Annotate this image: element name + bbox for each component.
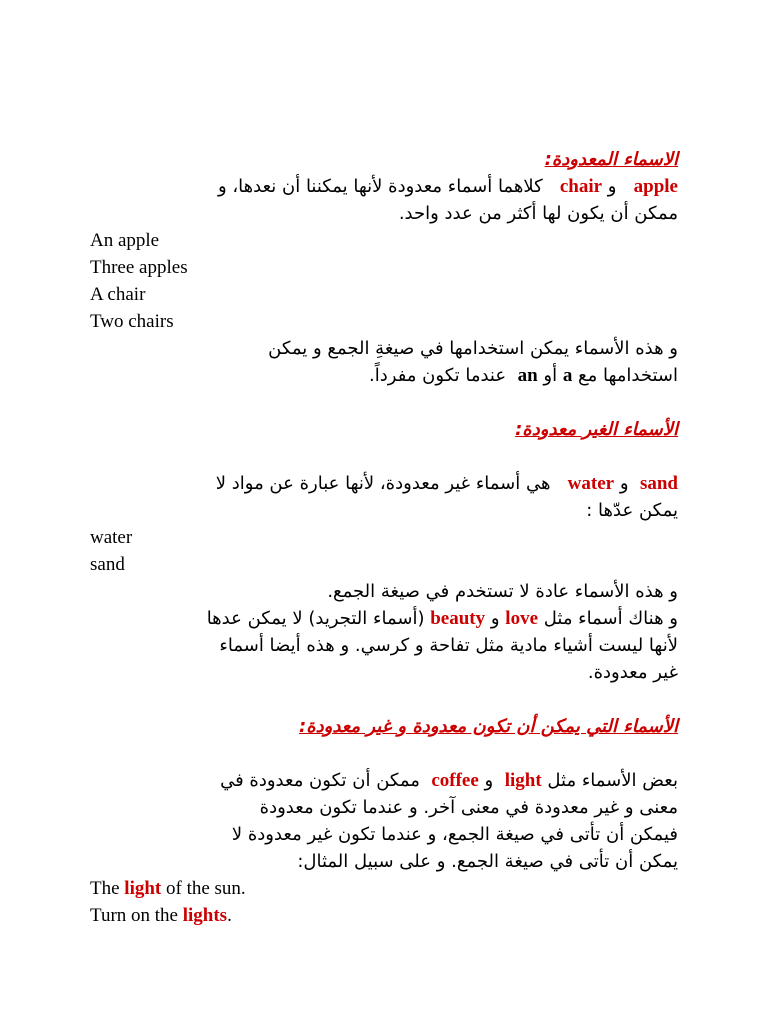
both-paragraph-1-line-4: يمكن أن تأتى في صيغة الجمع. و على سبيل المثال: xyxy=(297,851,678,872)
word-coffee: coffee xyxy=(431,770,479,791)
example-2-word: lights xyxy=(182,905,228,926)
both-text-1b: ممكن أن تكون معدودة في xyxy=(220,770,420,791)
countable-paragraph-1 xyxy=(90,173,678,200)
both-heading: الأسماء التي يمكن أن تكون معدودة و غير معدودة: xyxy=(299,716,678,737)
example-1-post: of the sun. xyxy=(166,878,246,899)
uncountable-text-3a: و هناك أسماء مثل xyxy=(543,608,678,629)
countable-text-2b: عندما تكون مفرداً. xyxy=(369,365,507,386)
countable-paragraph-1-line-2: ممكن أن يكون لها أكثر من عدد واحد. xyxy=(398,203,678,224)
example-turn-on-lights xyxy=(90,902,678,929)
uncountable-heading: الأسماء الغير معدودة: xyxy=(515,419,678,440)
example-water: water xyxy=(90,527,133,548)
example-2-pre: Turn on the xyxy=(90,905,178,926)
uncountable-heading-line xyxy=(90,416,678,443)
example-sand: sand xyxy=(90,554,125,575)
uncountable-paragraph-2: و هذه الأسماء عادة لا تستخدم في صيغة الجمع. xyxy=(327,581,678,602)
both-paragraph-1-line-2: معنى و غير معدودة في معنى آخر. و عندما تكون معدودة xyxy=(259,797,678,818)
conjunction-and: و xyxy=(490,608,500,629)
example-light-of-sun xyxy=(90,875,678,902)
word-an: an xyxy=(517,365,538,386)
countable-text-1: كلاهما أسماء معدودة لأنها يمكننا أن نعدها، و xyxy=(217,176,543,197)
countable-text-2a: استخدامها مع xyxy=(578,365,678,386)
both-heading-line xyxy=(90,713,678,740)
countable-heading-line xyxy=(90,146,678,173)
example-1-pre: The xyxy=(90,878,120,899)
both-paragraph-1 xyxy=(90,767,678,794)
word-light: light xyxy=(504,770,542,791)
countable-paragraph-2-line-2 xyxy=(90,362,678,389)
both-text-1a: بعض الأسماء مثل xyxy=(547,770,678,791)
document-page xyxy=(90,146,678,929)
example-an-apple: An apple xyxy=(90,230,160,251)
example-two-chairs: Two chairs xyxy=(90,311,174,332)
example-2-post: . xyxy=(227,905,232,926)
word-chair: chair xyxy=(559,176,603,197)
uncountable-paragraph-3-line-3: غير معدودة. xyxy=(587,662,678,683)
word-sand: sand xyxy=(639,473,678,494)
word-love: love xyxy=(505,608,539,629)
word-beauty: beauty xyxy=(430,608,486,629)
example-three-apples: Three apples xyxy=(90,257,188,278)
example-1-word: light xyxy=(124,878,162,899)
word-apple: apple xyxy=(633,176,678,197)
word-a: a xyxy=(562,365,573,386)
uncountable-paragraph-1 xyxy=(90,470,678,497)
conjunction-and: و xyxy=(484,770,494,791)
example-a-chair: A chair xyxy=(90,284,146,305)
uncountable-paragraph-3 xyxy=(90,605,678,632)
conjunction-or: أو xyxy=(543,365,558,386)
conjunction-and: و xyxy=(619,473,629,494)
both-paragraph-1-line-3: فيمكن أن تأتى في صيغة الجمع، و عندما تكون غير معدودة لا xyxy=(231,824,678,845)
uncountable-text-3b: (أسماء التجريد) لا يمكن عدها xyxy=(206,608,425,629)
countable-heading: الاسماء المعدودة: xyxy=(544,149,678,170)
uncountable-text-1: هي أسماء غير معدودة، لأنها عبارة عن مواد لا xyxy=(215,473,551,494)
word-water: water xyxy=(567,473,615,494)
countable-paragraph-2: و هذه الأسماء يمكن استخدامها في صيغةِ الجمع و يمكن xyxy=(268,338,678,359)
conjunction-and: و xyxy=(607,176,617,197)
uncountable-paragraph-3-line-2: لأنها ليست أشياء مادية مثل تفاحة و كرسي. و هذه أيضا أسماء xyxy=(219,635,678,656)
uncountable-paragraph-1-line-2: يمكن عدّها : xyxy=(586,500,678,521)
